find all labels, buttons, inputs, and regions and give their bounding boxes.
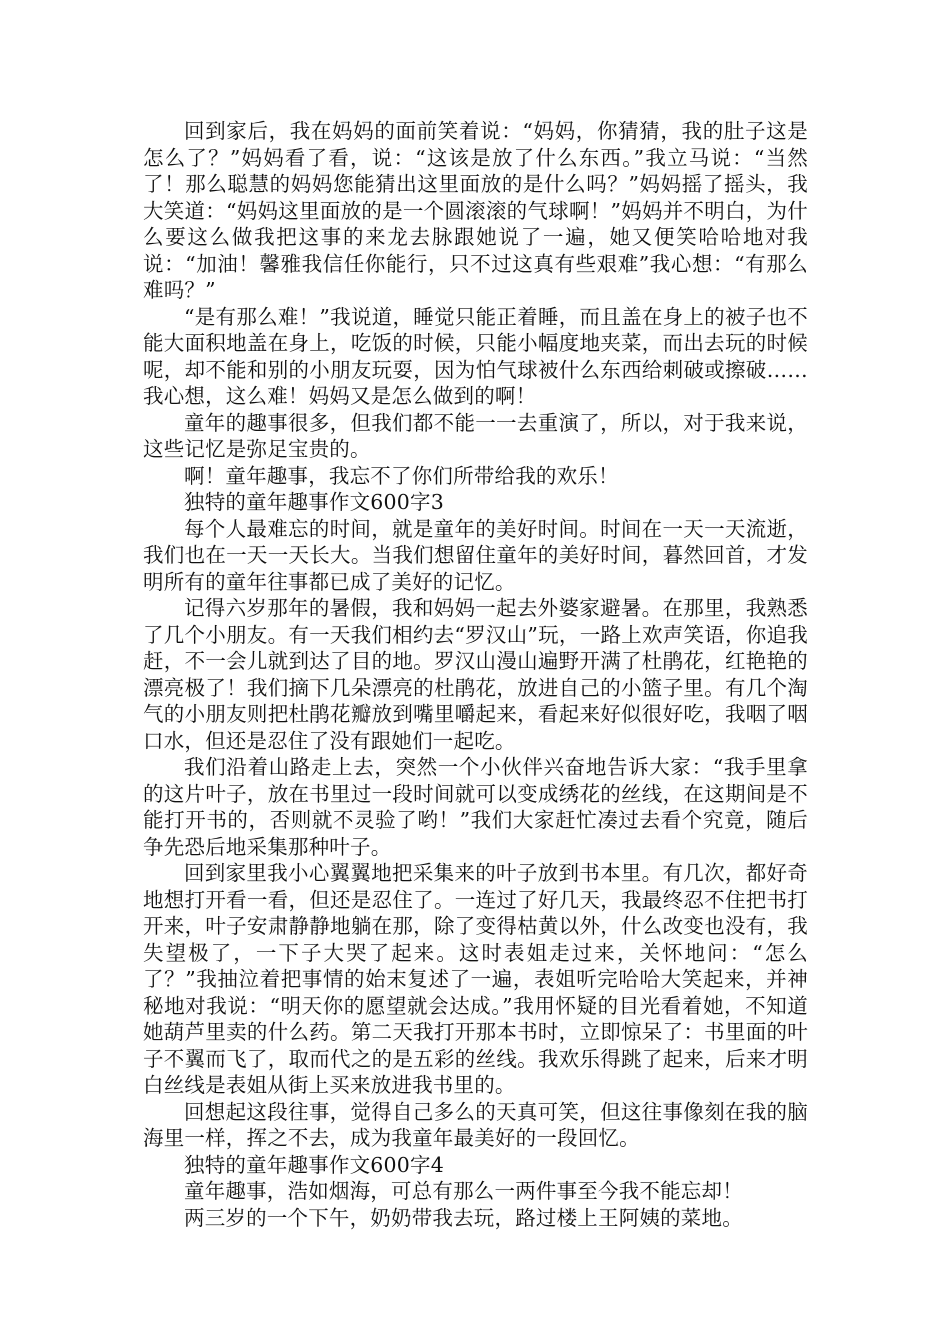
paragraph: 记得六岁那年的暑假，我和妈妈一起去外婆家避暑。在那里，我熟悉了几个小朋友。有一天我们相约去“罗汉山”玩，一路上欢声笑语，你追我赶，不一会儿就到达了目的地。罗汉山漫山遍野开满了杜鹃花，红艳艳的漂亮极了！我们摘下几朵漂亮的杜鹃花，放进自己的小篮子里。有几个淘气的小朋友则把杜鹃花瓣放到嘴里嚼起来，看起来好似很好吃，我咽了咽口水，但还是忍住了没有跟她们一起吃。: [143, 596, 808, 753]
paragraph: 童年趣事，浩如烟海，可总有那么一两件事至今我不能忘却！: [184, 1179, 743, 1203]
paragraph: 童年的趣事很多，但我们都不能一一去重演了，所以，对于我来说，这些记忆是弥足宝贵的。: [143, 410, 808, 461]
paragraph: 回到家后，我在妈妈的面前笑着说：“妈妈，你猜猜，我的肚子这是怎么了？”妈妈看了看，说：“这该是放了什么东西。”我立马说：“当然了！那么聪慧的妈妈您能猜出这里面放的是什么吗？”妈妈摇了摇头，我大笑道：“妈妈这里面放的是一个圆滚滚的气球啊！”妈妈并不明白，为什么要这么做我把这事的来龙去脉跟她说了一遍，她又便笑哈哈地对我说：“加油！馨雅我信任你能行，只不过这真有些艰难”我心想：“有那么难吗？”: [143, 119, 808, 302]
section-heading: 独特的童年趣事作文600字3: [184, 490, 444, 514]
paragraph: 回想起这段往事，觉得自己多么的天真可笑，但这往事像刻在我的脑海里一样，挥之不去，成为我童年最美好的一段回忆。: [143, 1099, 808, 1150]
paragraph: 我们沿着山路走上去，突然一个小伙伴兴奋地告诉大家：“我手里拿的这片叶子，放在书里过一段时间就可以变成绣花的丝线，在这期间是不能打开书的，否则就不灵验了哟！”我们大家赶忙凑过去看个究竟，随后争先恐后地采集那种叶子。: [143, 755, 808, 859]
document-page: [143, 118, 808, 1231]
section-heading: 独特的童年趣事作文600字4: [184, 1152, 444, 1177]
paragraph: “是有那么难！”我说道，睡觉只能正着睡，而且盖在身上的被子也不能大面积地盖在身上，吃饭的时候，只能小幅度地夹菜，而出去玩的时候呢，却不能和别的小朋友玩耍，因为怕气球被什么东西给刺破或擦破……我心想，这么难！妈妈又是怎么做到的啊！: [143, 304, 808, 408]
paragraph: 两三岁的一个下午，奶奶带我去玩，路过楼上王阿姨的菜地。: [184, 1205, 743, 1230]
paragraph: 每个人最难忘的时间，就是童年的美好时间。时间在一天一天流逝，我们也在一天一天长大。当我们想留住童年的美好时间，暮然回首，才发明所有的童年往事都已成了美好的记忆。: [143, 516, 808, 594]
paragraph: 回到家里我小心翼翼地把采集来的叶子放到书本里。有几次，都好奇地想打开看一看，但还是忍住了。一连过了好几天，我最终忍不住把书打开来，叶子安肃静静地躺在那，除了变得枯黄以外，什么改变也没有，我失望极了，一下子大哭了起来。这时表姐走过来，关怀地问：“怎么了？”我抽泣着把事情的始末复述了一遍，表姐听完哈哈大笑起来，并神秘地对我说：“明天你的愿望就会达成。”我用怀疑的目光看着她，不知道她葫芦里卖的什么药。第二天我打开那本书时，立即惊呆了：书里面的叶子不翼而飞了，取而代之的是五彩的丝线。我欢乐得跳了起来，后来才明白丝线是表姐从街上买来放进我书里的。: [143, 861, 808, 1097]
paragraph: 啊！童年趣事，我忘不了你们所带给我的欢乐！: [184, 463, 619, 488]
